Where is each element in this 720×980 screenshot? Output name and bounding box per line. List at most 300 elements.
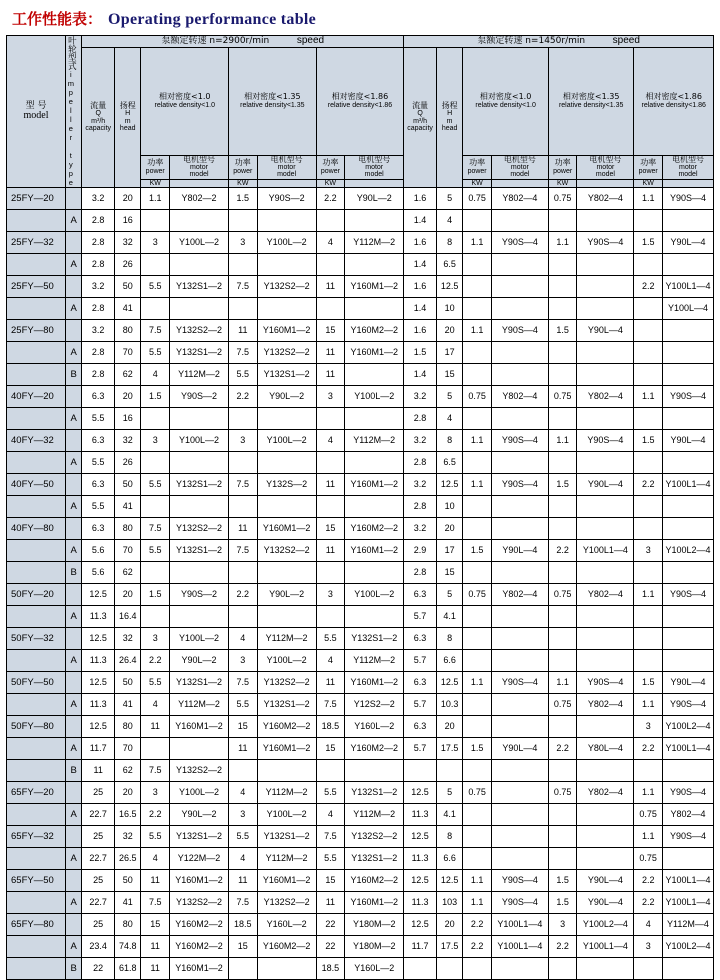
cell-motor-d186-2900: Y100L—2 [345,584,404,606]
cell-motor-d186-1450: Y100L1—4 [662,892,713,914]
cell-power-d10-2900 [141,496,170,518]
cell-model [7,210,66,232]
cell-motor-d135-1450 [577,298,634,320]
header-density-186-cn-left: 相对密度<1.86 [331,92,389,102]
cell-motor-d135-1450 [577,518,634,540]
cell-motor-d135-2900 [257,496,316,518]
header-density-135-en-left: relative density<1.35 [240,101,305,109]
cell-motor-d10-2900 [169,298,228,320]
cell-head-1450: 12.5 [436,474,462,496]
cell-power-d10-1450: 1.1 [463,892,492,914]
cell-head-1450: 4.1 [436,606,462,628]
cell-flow-2900: 2.8 [82,298,115,320]
cell-motor-d135-2900: Y100L—2 [257,232,316,254]
cell-power-d135-1450 [548,958,577,980]
header-impeller-en: impeller type [66,70,76,187]
cell-power-d135-2900: 3 [229,430,258,452]
cell-power-d186-1450 [634,496,663,518]
cell-power-d10-2900: 1.5 [141,386,170,408]
cell-motor-d135-1450 [577,254,634,276]
header-motor-en1-r3: motor [679,163,697,171]
cell-power-d10-1450: 1.1 [463,474,492,496]
cell-power-d10-1450 [463,958,492,980]
cell-motor-d186-2900: Y132S2—2 [345,826,404,848]
header-unit-kw-l1: KW [141,179,170,187]
cell-power-d135-1450 [548,276,577,298]
cell-power-d135-1450 [548,606,577,628]
cell-power-d10-1450 [463,408,492,430]
cell-flow-2900: 11.7 [82,738,115,760]
header-density-186-en-left: relative density<1.86 [327,101,393,109]
cell-power-d186-1450: 2.2 [634,870,663,892]
cell-model: 25FY—20 [7,188,66,210]
cell-head-1450: 20 [436,914,462,936]
cell-impeller [66,518,82,540]
cell-power-d135-1450 [548,848,577,870]
cell-flow-1450: 2.8 [404,562,437,584]
cell-head-1450: 5 [436,584,462,606]
header-motor-blank-l1 [169,179,228,187]
header-group-1450-speed: speed [612,35,640,46]
cell-motor-d186-1450: Y100L1—4 [662,870,713,892]
cell-head-2900: 62 [114,364,140,386]
cell-power-d186-2900: 4 [316,650,345,672]
header-motor-r2 [577,155,634,179]
cell-motor-d10-2900 [169,496,228,518]
cell-flow-2900: 3.2 [82,320,115,342]
cell-head-2900: 80 [114,914,140,936]
table-row [7,804,714,826]
cell-power-d10-2900 [141,452,170,474]
cell-power-d186-2900: 22 [316,914,345,936]
cell-power-d135-2900: 7.5 [229,474,258,496]
header-head-cn-left: 扬程 [119,101,136,111]
cell-motor-d10-2900: Y90S—2 [169,386,228,408]
cell-head-1450: 20 [436,716,462,738]
cell-power-d10-1450: 1.1 [463,232,492,254]
cell-head-2900: 50 [114,672,140,694]
cell-model: 40FY—20 [7,386,66,408]
cell-power-d186-2900: 11 [316,892,345,914]
cell-motor-d10-2900: Y132S1—2 [169,276,228,298]
cell-power-d186-1450: 4 [634,914,663,936]
cell-head-1450: 12.5 [436,672,462,694]
header-power-r2 [548,155,577,179]
cell-power-d10-1450: 1.5 [463,738,492,760]
cell-motor-d10-1450: Y802—4 [491,584,548,606]
cell-flow-1450: 1.4 [404,254,437,276]
cell-power-d186-2900: 4 [316,804,345,826]
cell-model: 40FY—80 [7,518,66,540]
cell-flow-2900: 22.7 [82,892,115,914]
cell-motor-d186-1450 [662,320,713,342]
cell-head-2900: 20 [114,386,140,408]
cell-model [7,606,66,628]
header-motor-en1-l3: motor [365,163,384,171]
cell-motor-d186-2900 [345,408,404,430]
header-density-10-right [463,47,549,155]
header-flow-en-right: capacity [407,125,433,133]
cell-power-d10-2900: 5.5 [141,672,170,694]
cell-power-d10-2900: 3 [141,628,170,650]
cell-head-1450: 10 [436,298,462,320]
cell-motor-d186-2900: Y180M—2 [345,914,404,936]
cell-motor-d10-1450 [491,408,548,430]
cell-flow-2900: 11.3 [82,606,115,628]
cell-power-d10-2900: 3 [141,430,170,452]
cell-power-d186-1450 [634,408,663,430]
table-row [7,342,714,364]
cell-motor-d135-2900 [257,408,316,430]
header-head-h-right: H [447,110,453,118]
cell-motor-d135-2900: Y132S2—2 [257,672,316,694]
cell-motor-d10-2900 [169,452,228,474]
cell-power-d10-1450 [463,804,492,826]
cell-head-2900: 61.8 [114,958,140,980]
table-row [7,364,714,386]
cell-motor-d135-2900: Y132S1—2 [257,694,316,716]
header-density-135-left [229,47,317,155]
cell-motor-d135-2900: Y112M—2 [257,848,316,870]
cell-flow-1450: 5.7 [404,738,437,760]
cell-head-2900: 41 [114,892,140,914]
cell-model [7,540,66,562]
cell-power-d186-1450: 0.75 [634,804,663,826]
cell-power-d186-1450: 1.1 [634,584,663,606]
cell-motor-d186-2900: Y132S1—2 [345,628,404,650]
cell-motor-d186-1450: Y90L—4 [662,430,713,452]
cell-head-1450: 17 [436,342,462,364]
cell-power-d186-2900: 11 [316,474,345,496]
cell-model [7,804,66,826]
cell-power-d10-1450 [463,650,492,672]
header-density-186-right [634,47,714,155]
cell-power-d10-2900: 11 [141,716,170,738]
cell-motor-d186-1450: Y90L—4 [662,232,713,254]
cell-head-1450: 4 [436,210,462,232]
cell-head-1450: 8 [436,430,462,452]
cell-power-d186-2900: 22 [316,936,345,958]
header-motor-cn-r2: 电机型号 [589,154,622,164]
header-power-r3 [634,155,663,179]
cell-motor-d135-1450 [577,628,634,650]
table-row [7,914,714,936]
cell-flow-1450: 6.3 [404,628,437,650]
table-body [7,188,714,980]
table-row [7,430,714,452]
cell-power-d186-2900: 4 [316,430,345,452]
cell-impeller [66,232,82,254]
cell-power-d135-2900: 5.5 [229,364,258,386]
cell-power-d10-2900 [141,606,170,628]
cell-motor-d186-1450 [662,342,713,364]
cell-motor-d10-2900: Y132S1—2 [169,826,228,848]
cell-head-1450: 5 [436,782,462,804]
cell-motor-d135-2900 [257,452,316,474]
header-density-186-cn-right: 相对密度<1.86 [645,92,702,102]
header-unit-kw-r2: KW [548,179,577,187]
cell-motor-d10-1450 [491,628,548,650]
cell-head-1450: 17.5 [436,936,462,958]
header-flow-q-left: Q [95,110,101,118]
header-unit-kw-l2: KW [229,179,258,187]
header-unit-kw-l3: KW [316,179,345,187]
cell-impeller [66,628,82,650]
cell-power-d135-2900 [229,496,258,518]
header-motor-blank-r3 [662,179,713,187]
cell-motor-d135-1450: Y802—4 [577,188,634,210]
cell-head-1450: 17 [436,540,462,562]
cell-power-d10-2900: 5.5 [141,342,170,364]
cell-power-d10-1450 [463,452,492,474]
cell-power-d135-2900: 7.5 [229,276,258,298]
cell-power-d10-2900: 2.2 [141,804,170,826]
header-motor-l2 [257,155,316,179]
cell-motor-d10-1450: Y90S—4 [491,672,548,694]
cell-motor-d135-1450: Y802—4 [577,584,634,606]
cell-motor-d186-2900: Y132S1—2 [345,848,404,870]
cell-motor-d10-1450 [491,958,548,980]
cell-power-d186-1450 [634,452,663,474]
cell-flow-2900: 2.8 [82,210,115,232]
cell-motor-d10-2900: Y112M—2 [169,364,228,386]
cell-power-d135-2900 [229,606,258,628]
cell-motor-d135-1450: Y90S—4 [577,430,634,452]
cell-power-d10-1450 [463,760,492,782]
cell-motor-d135-1450 [577,364,634,386]
cell-power-d10-2900: 5.5 [141,276,170,298]
header-density-135-en-right: relative density<1.35 [558,101,624,109]
cell-power-d186-2900 [316,562,345,584]
cell-flow-2900: 25 [82,870,115,892]
cell-flow-1450: 2.8 [404,408,437,430]
cell-head-1450: 5 [436,386,462,408]
cell-power-d186-1450: 2.2 [634,892,663,914]
cell-power-d135-1450 [548,760,577,782]
table-row [7,188,714,210]
cell-power-d10-1450: 1.1 [463,870,492,892]
header-head-unit-left: m [124,117,131,125]
cell-head-1450: 20 [436,518,462,540]
cell-motor-d186-2900: Y160L—2 [345,716,404,738]
cell-model [7,452,66,474]
cell-head-2900: 20 [114,782,140,804]
cell-flow-1450: 12.5 [404,826,437,848]
cell-head-2900: 80 [114,518,140,540]
cell-motor-d135-2900: Y160M2—2 [257,716,316,738]
cell-power-d10-2900: 7.5 [141,760,170,782]
cell-model: 50FY—50 [7,672,66,694]
cell-power-d135-2900: 15 [229,716,258,738]
cell-power-d135-2900 [229,254,258,276]
table-row [7,254,714,276]
cell-power-d135-2900: 7.5 [229,540,258,562]
table-row [7,518,714,540]
cell-motor-d186-2900 [345,298,404,320]
cell-power-d10-1450 [463,254,492,276]
cell-head-2900: 41 [114,298,140,320]
cell-power-d10-1450 [463,496,492,518]
header-motor-cn-l1: 电机型号 [183,154,215,164]
cell-motor-d135-2900: Y160M2—2 [257,936,316,958]
cell-head-2900: 70 [114,342,140,364]
cell-power-d10-1450: 0.75 [463,188,492,210]
table-row [7,936,714,958]
cell-flow-1450: 6.3 [404,584,437,606]
cell-power-d135-2900 [229,958,258,980]
cell-power-d10-2900: 7.5 [141,892,170,914]
cell-power-d135-1450: 2.2 [548,936,577,958]
header-head-en-left: head [119,125,136,133]
cell-motor-d186-2900: Y112M—2 [345,650,404,672]
cell-motor-d10-2900: Y90L—2 [169,650,228,672]
cell-head-2900: 16.5 [114,804,140,826]
cell-motor-d186-2900: Y132S1—2 [345,782,404,804]
cell-power-d186-2900: 11 [316,342,345,364]
cell-motor-d186-2900: Y160L—2 [345,958,404,980]
cell-motor-d186-2900: Y160M1—2 [345,892,404,914]
cell-power-d135-1450 [548,496,577,518]
cell-power-d186-2900 [316,408,345,430]
cell-flow-1450: 5.7 [404,606,437,628]
cell-power-d135-1450 [548,210,577,232]
cell-motor-d10-2900: Y100L—2 [169,430,228,452]
cell-motor-d135-2900: Y90S—2 [257,188,316,210]
header-power-cn-l1: 功率 [147,158,164,168]
cell-motor-d186-2900: Y112M—2 [345,430,404,452]
cell-impeller [66,320,82,342]
cell-power-d10-1450: 2.2 [463,914,492,936]
cell-flow-2900: 5.6 [82,562,115,584]
cell-motor-d186-1450: Y112M—4 [662,914,713,936]
cell-impeller [66,386,82,408]
cell-motor-d10-1450 [491,760,548,782]
cell-motor-d186-1450: Y100L2—4 [662,936,713,958]
table-row [7,694,714,716]
cell-impeller [66,188,82,210]
cell-motor-d135-2900 [257,210,316,232]
cell-power-d135-1450 [548,408,577,430]
header-group-1450-cn: 泵额定转速 n=1450r/min [477,36,586,46]
cell-head-1450: 15 [436,562,462,584]
header-impeller [66,36,82,188]
header-motor-en1-r1: motor [510,163,529,171]
cell-power-d186-1450 [634,342,663,364]
cell-power-d186-1450: 1.5 [634,232,663,254]
header-power-cn-r3: 功率 [640,158,657,168]
cell-power-d10-2900 [141,738,170,760]
cell-motor-d186-1450: Y90S—4 [662,694,713,716]
cell-motor-d10-2900: Y160M1—2 [169,958,228,980]
header-group-1450 [404,36,714,48]
table-row [7,540,714,562]
table-row [7,782,714,804]
cell-flow-1450: 2.8 [404,452,437,474]
cell-head-2900: 62 [114,760,140,782]
cell-impeller [66,914,82,936]
cell-power-d186-2900: 5.5 [316,848,345,870]
cell-motor-d10-1450: Y90L—4 [491,738,548,760]
cell-motor-d186-1450 [662,562,713,584]
cell-model [7,694,66,716]
cell-motor-d186-1450: Y90S—4 [662,386,713,408]
cell-power-d10-2900 [141,298,170,320]
cell-flow-2900: 3.2 [82,276,115,298]
cell-motor-d135-1450 [577,210,634,232]
cell-motor-d10-2900: Y132S2—2 [169,760,228,782]
header-power-l1 [141,155,170,179]
table-row [7,210,714,232]
header-group-2900-cn: 泵额定转速 n=2900r/min [161,36,270,46]
cell-model: 25FY—80 [7,320,66,342]
cell-motor-d10-1450: Y90S—4 [491,232,548,254]
cell-motor-d10-2900: Y160M2—2 [169,936,228,958]
cell-power-d186-2900 [316,254,345,276]
cell-motor-d186-1450 [662,518,713,540]
header-flow-left [82,47,115,188]
header-density-186-left [316,47,404,155]
cell-power-d10-1450 [463,606,492,628]
cell-power-d135-2900: 1.5 [229,188,258,210]
cell-power-d135-2900: 5.5 [229,826,258,848]
cell-head-1450: 8 [436,826,462,848]
cell-motor-d135-1450: Y80L—4 [577,738,634,760]
cell-power-d10-1450: 1.1 [463,320,492,342]
cell-motor-d135-1450 [577,826,634,848]
cell-model: 40FY—50 [7,474,66,496]
cell-power-d186-1450 [634,958,663,980]
cell-flow-1450: 1.6 [404,188,437,210]
cell-head-2900: 32 [114,232,140,254]
cell-power-d186-2900 [316,496,345,518]
cell-impeller: A [66,848,82,870]
cell-motor-d186-1450: Y100L—4 [662,298,713,320]
cell-flow-2900: 25 [82,914,115,936]
cell-flow-1450: 5.7 [404,694,437,716]
header-flow-unit-left: m³/h [91,117,106,125]
cell-head-1450 [436,760,462,782]
cell-power-d135-1450: 2.2 [548,540,577,562]
cell-power-d10-1450: 2.2 [463,936,492,958]
cell-flow-2900: 5.5 [82,408,115,430]
header-density-10-cn-right: 相对密度<1.0 [479,92,532,102]
cell-flow-2900: 5.6 [82,540,115,562]
cell-model: 65FY—50 [7,870,66,892]
cell-impeller: A [66,452,82,474]
cell-flow-1450: 1.6 [404,320,437,342]
table-row [7,320,714,342]
header-power-cn-r1: 功率 [469,158,486,168]
header-head-unit-right: m [446,117,453,125]
cell-motor-d186-1450 [662,452,713,474]
table-row [7,386,714,408]
cell-motor-d10-2900: Y132S2—2 [169,518,228,540]
cell-motor-d135-1450 [577,848,634,870]
cell-power-d186-2900: 5.5 [316,628,345,650]
cell-head-2900: 26.4 [114,650,140,672]
cell-head-2900: 70 [114,540,140,562]
table-row [7,738,714,760]
cell-flow-1450: 11.3 [404,804,437,826]
cell-power-d186-2900: 11 [316,364,345,386]
cell-motor-d10-2900 [169,738,228,760]
cell-impeller [66,276,82,298]
cell-power-d186-1450 [634,320,663,342]
cell-power-d135-2900: 7.5 [229,892,258,914]
cell-power-d186-2900: 7.5 [316,826,345,848]
cell-flow-2900: 6.3 [82,430,115,452]
header-motor-cn-r1: 电机型号 [503,154,536,164]
